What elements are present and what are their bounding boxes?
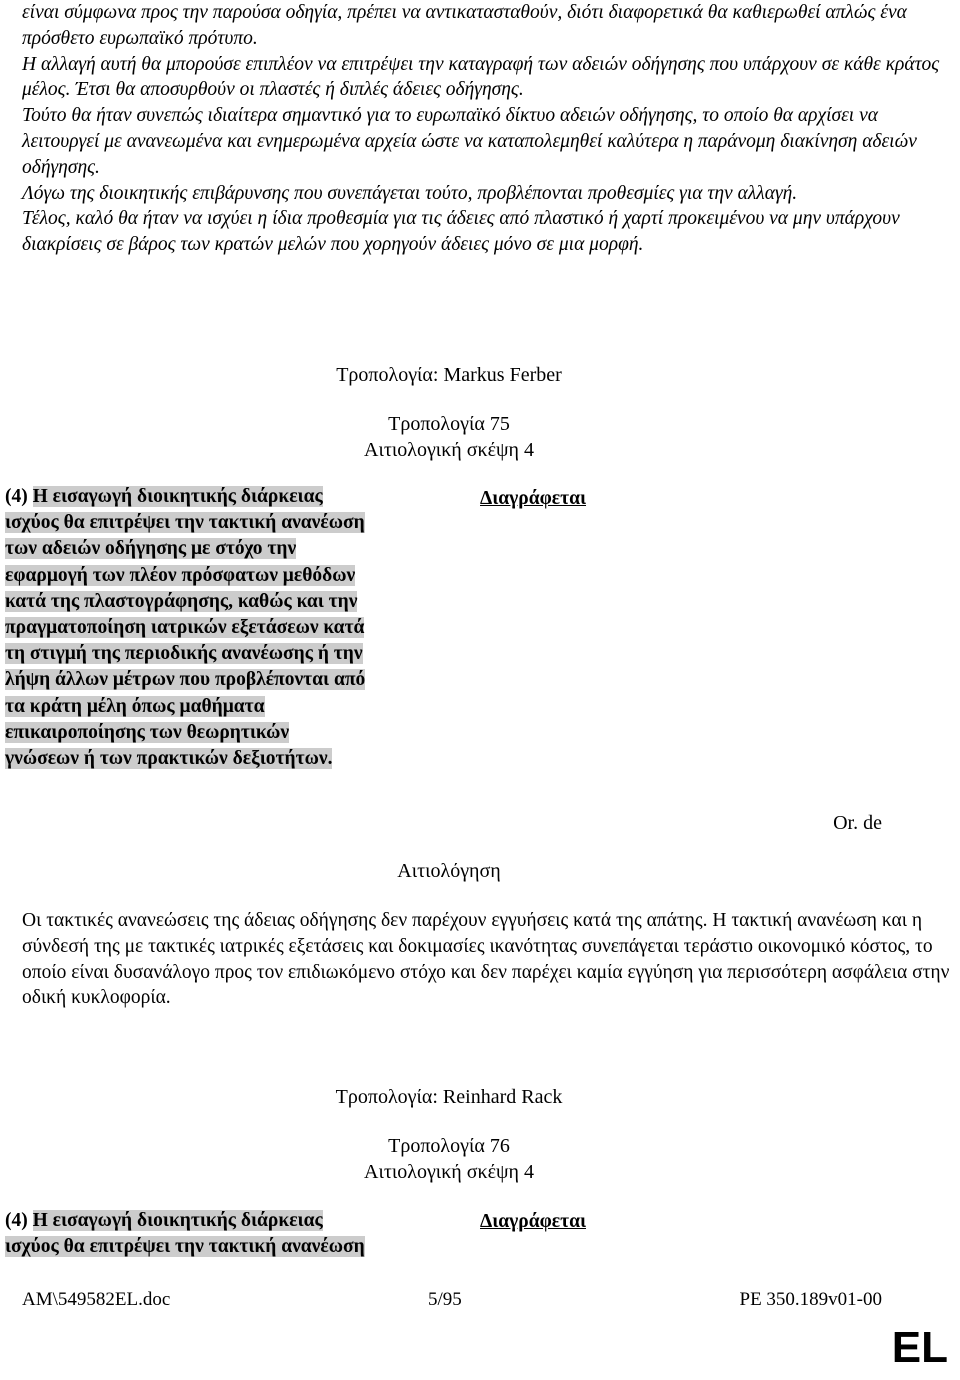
intro-paragraph: Τέλος, καλό θα ήταν να ισχύει η ίδια προθεσμία για τις άδειες από πλαστικό ή χαρτί προκειμένου να μην υπάρχουν διακρίσεις σε βάρος των κρατών μελών που χορηγούν άδειες μόνο σε μια μορφή. [22, 208, 900, 256]
intro-text [22, 0, 952, 258]
text-line [5, 667, 445, 693]
text-line [5, 720, 445, 746]
deleted-text-line: εφαρμογή των πλέον πρόσφατων μεθόδων [5, 564, 356, 586]
justification-text [22, 908, 952, 1011]
footer-pe-ref: PE 350.189v01-00 [739, 1289, 882, 1310]
text-line [5, 746, 445, 772]
amendment-recital: Αιτιολογική σκέψη 4 [364, 439, 534, 461]
amendment-number: Τροπολογία 76 [388, 1135, 510, 1157]
text-line [5, 1208, 445, 1234]
amendment-author: Τροπολογία: Markus Ferber [336, 364, 562, 386]
text-line [5, 1234, 445, 1260]
intro-paragraph: είναι σύμφωνα προς την παρούσα οδηγία, πρέπει να αντικατασταθούν, διότι διαφορετικά θα καθιερωθεί απλώς ένα πρόσθετο ευρωπαϊκό πρότυπο. [22, 2, 907, 49]
original-language: Or. de [833, 812, 882, 834]
text-line [5, 589, 445, 615]
amendment-recital: Αιτιολογική σκέψη 4 [364, 1161, 534, 1183]
deleted-text-line: κατά της πλαστογράφησης, καθώς και την [5, 590, 358, 612]
deleted-text-line: τη στιγμή της περιοδικής ανανέωσης ή την [5, 643, 363, 665]
amendment-original-text [5, 1208, 445, 1260]
footer-doc-ref: AM\549582EL.doc [22, 1289, 171, 1310]
deleted-text-line: ισχύος θα επιτρέψει την τακτική ανανέωση [5, 1236, 365, 1258]
deleted-text-line: επικαιροποίησης των θεωρητικών [5, 721, 290, 743]
text-line [5, 484, 445, 510]
text-line [5, 641, 445, 667]
text-line [5, 694, 445, 720]
recital-number: (4) [5, 486, 33, 507]
deleted-text-line: πραγματοποίηση ιατρικών εξετάσεων κατά [5, 617, 365, 639]
text-line [5, 563, 445, 589]
amendment-number: Τροπολογία 75 [388, 413, 510, 435]
amendment-deleted-label: Διαγράφεται [480, 488, 587, 509]
intro-paragraph: Λόγω της διοικητικής επιβάρυνσης που συνεπάγεται τούτο, προβλέπονται προθεσμίες για την αλλαγή. [22, 182, 798, 204]
intro-paragraph: Τούτο θα ήταν συνεπώς ιδιαίτερα σημαντικό για το ευρωπαϊκό δίκτυο αδειών οδήγησης, το οποίο θα αρχίσει να λειτουργεί με ανανεωμένα και ενημερωμένα αρχεία ώστε να καταπολεμηθεί καλύτερα η παράνομη διακίνηση αδειών οδήγησης. [22, 105, 917, 178]
deleted-text-line: τα κράτη μέλη όπως μαθήματα [5, 695, 265, 717]
deleted-text-line: ισχύος θα επιτρέψει την τακτική ανανέωση [5, 512, 365, 534]
deleted-text-line: Η εισαγωγή διοικητικής διάρκειας [32, 1210, 323, 1231]
text-line [5, 536, 445, 562]
intro-paragraph: Η αλλαγή αυτή θα μπορούσε επιπλέον να επιτρέψει την καταγραφή των αδειών οδήγησης που υπάρχουν σε κάθε κράτος μέλος. Έτσι θα αποσυρθούν οι πλαστές ή διπλές άδειες οδήγησης. [22, 53, 940, 101]
language-code: EL [891, 1323, 948, 1372]
amendment-author: Τροπολογία: Reinhard Rack [335, 1086, 563, 1108]
recital-number: (4) [5, 1210, 33, 1231]
deleted-text-line: των αδειών οδήγησης με στόχο την [5, 538, 297, 560]
deleted-text-line: γνώσεων ή των πρακτικών δεξιοτήτων. [5, 748, 333, 770]
justification-paragraph: Οι τακτικές ανανεώσεις της άδειας οδήγησης δεν παρέχουν εγγυήσεις κατά της απάτης. Η τακτική ανανέωση και η σύνδεσή της με τακτικές ιατρικές εξετάσεις και δοκιμασίες ικανότητας συνεπάγεται τεράστιο οικονομικό κόστος, το οποίο είναι δυσανάλογο προς τον επιδιωκόμενο στόχο και δεν παρέχει καμία εγγύηση για περισσότερη ασφάλεια στην οδική κυκλοφορία. [22, 910, 950, 1009]
deleted-text-line: λήψη άλλων μέτρων που προβλέπονται από [5, 669, 366, 691]
text-line [5, 615, 445, 641]
amendment-original-text [5, 484, 445, 772]
justification-title: Αιτιολόγηση [397, 860, 501, 882]
footer-page-number: 5/95 [428, 1289, 462, 1310]
text-line [5, 510, 445, 536]
deleted-text-line: Η εισαγωγή διοικητικής διάρκειας [32, 486, 323, 507]
amendment-deleted-label: Διαγράφεται [480, 1211, 587, 1232]
